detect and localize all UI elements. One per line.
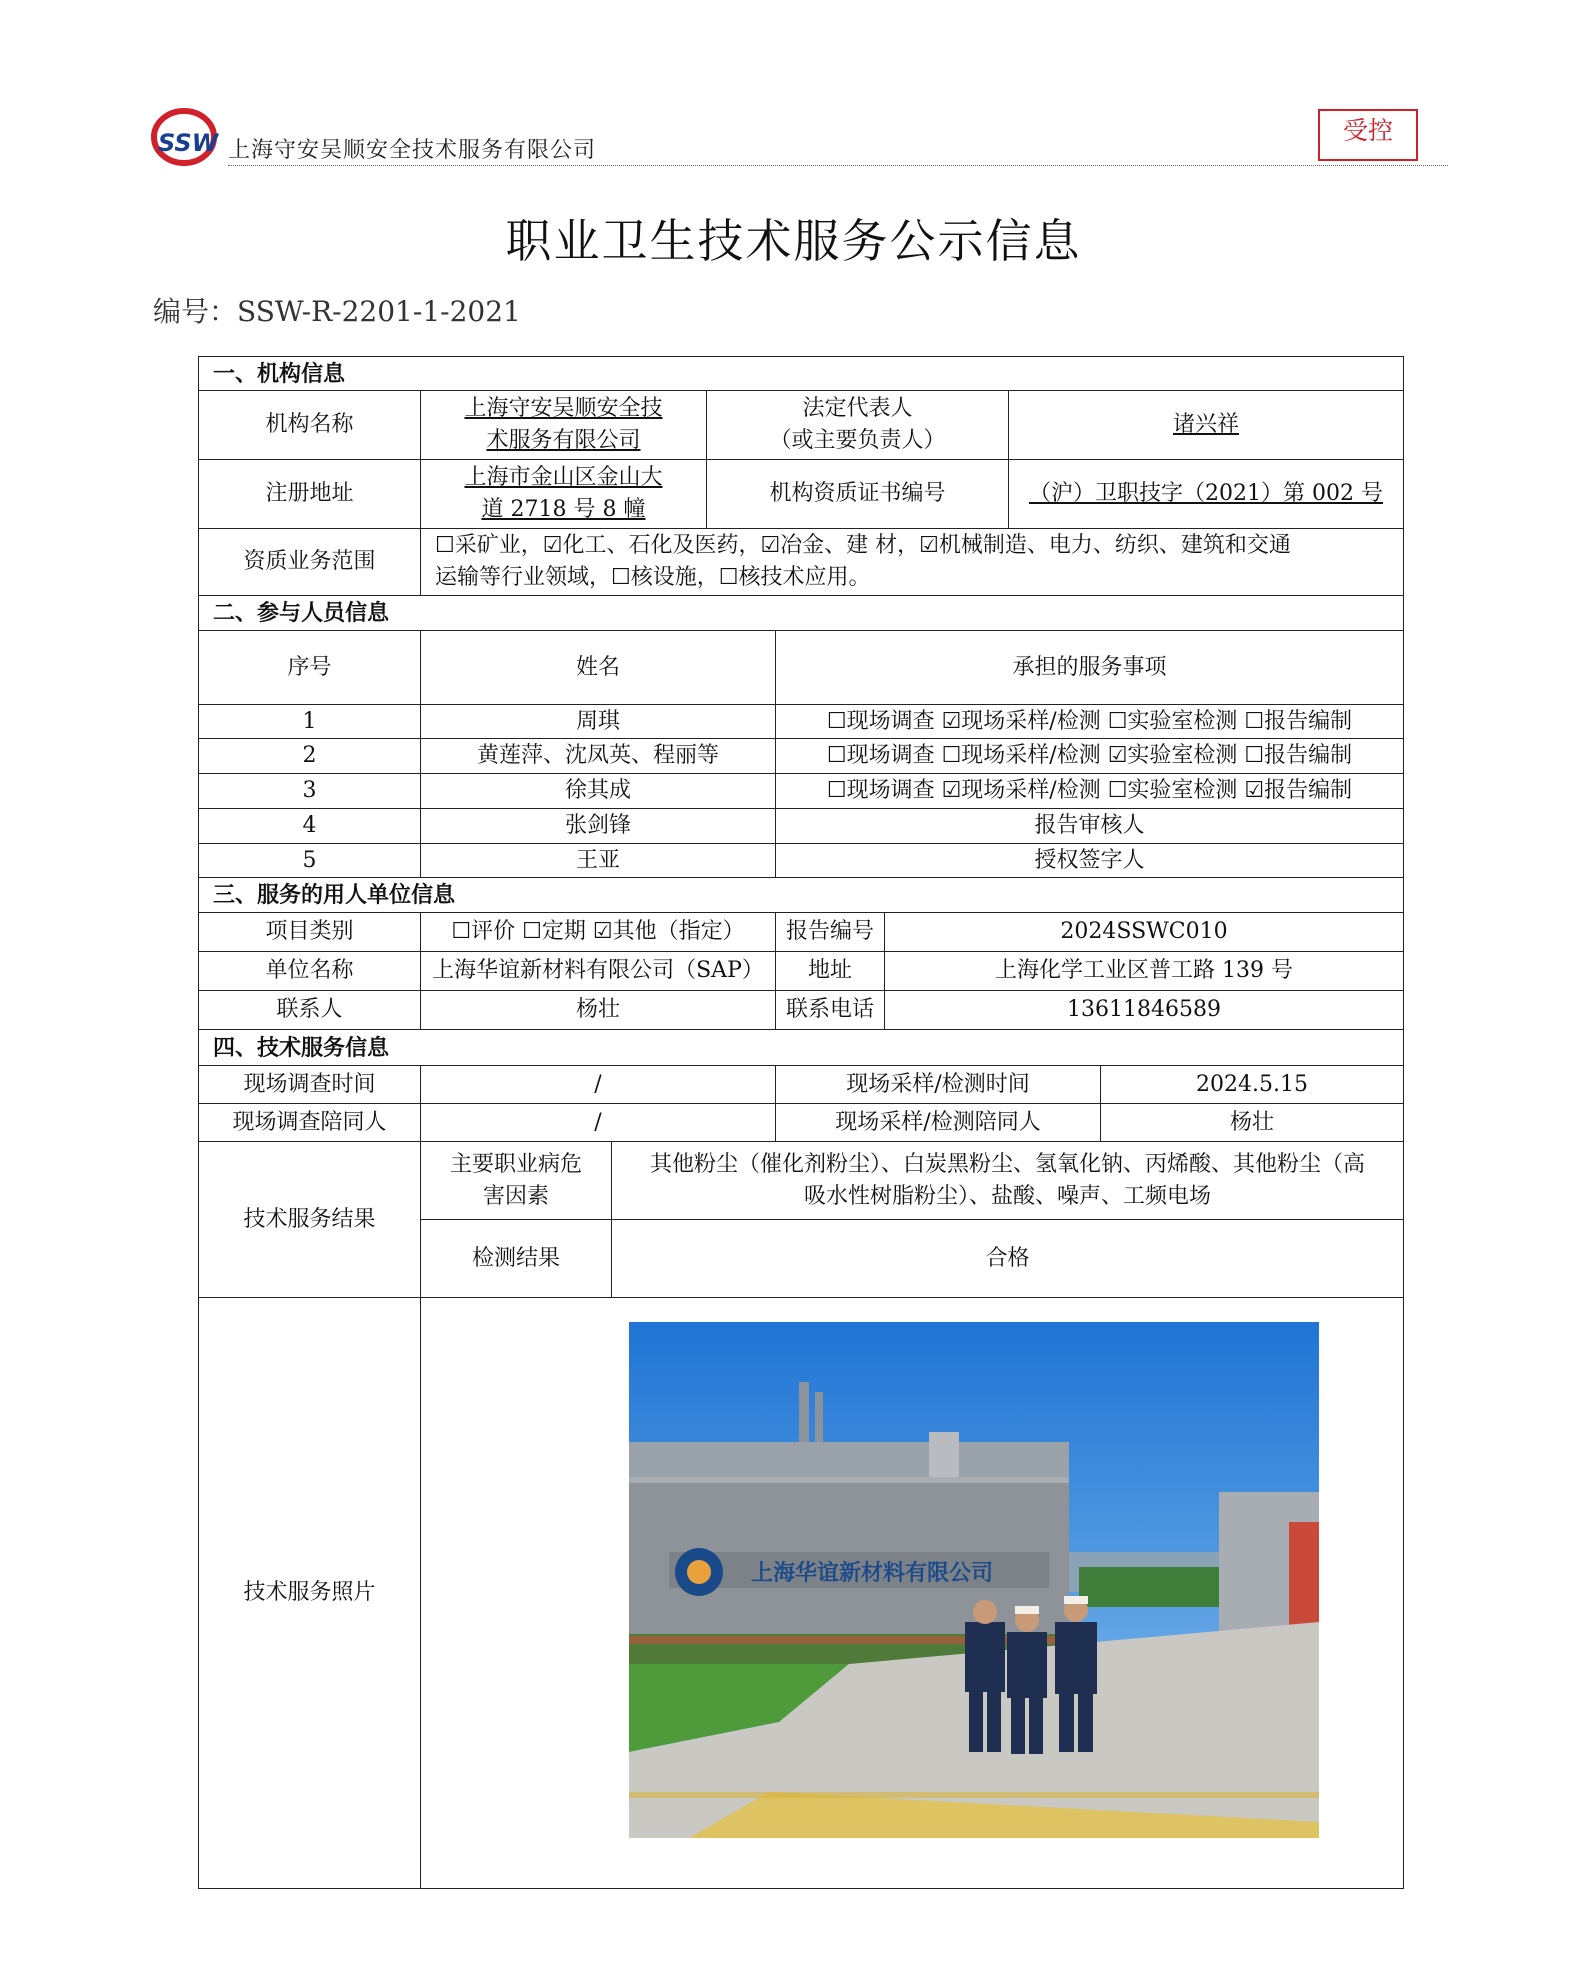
row-no: 3 (199, 774, 421, 809)
org-name-line1: 上海守安吴顺安全技 (464, 396, 663, 421)
row-no: 5 (199, 844, 421, 878)
row-name: 王亚 (421, 844, 776, 878)
scope-label: 资质业务范围 (199, 529, 421, 596)
legal-rep-value (1009, 391, 1404, 460)
photo-label: 技术服务照片 (199, 1298, 421, 1889)
sampling-time-label: 现场采样/检测时间 (776, 1066, 1101, 1104)
service-photo (629, 1322, 1319, 1838)
page-title: 职业卫生技术服务公示信息 (505, 214, 1082, 268)
org-name-value (421, 391, 707, 460)
svg-text:上海华谊新材料有限公司: 上海华谊新材料有限公司 (751, 1561, 994, 1586)
section4-heading: 四、技术服务信息 (199, 1030, 1404, 1066)
controlled-stamp: 受控 (1318, 109, 1418, 161)
page-header (150, 95, 1450, 167)
unit-name-label: 单位名称 (199, 952, 421, 991)
scope-value (421, 529, 1404, 596)
row-no: 2 (199, 739, 421, 774)
unit-address-label: 地址 (776, 952, 885, 991)
legal-rep-label-line2: （或主要负责人） (769, 428, 946, 453)
survey-escort-label: 现场调查陪同人 (199, 1104, 421, 1142)
contact-value: 杨壮 (421, 991, 776, 1030)
row-name: 徐其成 (421, 774, 776, 809)
col-no-header: 序号 (199, 631, 421, 705)
hazard-label-line2: 害因素 (482, 1183, 549, 1209)
unit-address-value: 上海化学工业区普工路 139 号 (885, 952, 1404, 991)
document-number: 编号：SSW-R-2201-1-2021 (153, 295, 521, 328)
address-line1: 上海市金山区金山大 (464, 465, 663, 490)
section2-heading: 二、参与人员信息 (199, 596, 1404, 631)
cert-number: （沪）卫职技字（2021）第 002 号 (1029, 481, 1383, 506)
legal-rep-name: 诸兴祥 (1173, 412, 1240, 437)
phone-value: 13611846589 (885, 991, 1404, 1030)
address-line2: 道 2718 号 8 幢 (481, 497, 646, 522)
row-name: 张剑锋 (421, 809, 776, 844)
hazard-line1: 其他粉尘（催化剂粉尘）、白炭黑粉尘、氢氧化钠、丙烯酸、其他粉尘（高 (650, 1151, 1366, 1177)
survey-time-value: / (421, 1066, 776, 1104)
test-result-value: 合格 (612, 1220, 1404, 1298)
address-label: 注册地址 (199, 460, 421, 529)
table-row (199, 774, 1404, 809)
unit-name-value: 上海华谊新材料有限公司（SAP） (421, 952, 776, 991)
info-table (198, 356, 1404, 1889)
ssw-logo (150, 101, 228, 169)
cert-label: 机构资质证书编号 (707, 460, 1009, 529)
photo-cell (421, 1298, 1404, 1889)
contact-label: 联系人 (199, 991, 421, 1030)
org-name-label: 机构名称 (199, 391, 421, 460)
hazard-label-line1: 主要职业病危 (449, 1151, 582, 1177)
section3-heading: 三、服务的用人单位信息 (199, 878, 1404, 913)
row-items: ☐现场调查 ☐现场采样/检测 ☑实验室检测 ☐报告编制 (776, 739, 1404, 774)
legal-rep-label-line1: 法定代表人 (802, 396, 913, 421)
table-row (199, 705, 1404, 739)
table-row (199, 809, 1404, 844)
test-result-label: 检测结果 (421, 1220, 612, 1298)
row-no: 1 (199, 705, 421, 739)
table-row (199, 844, 1404, 878)
col-name-header: 姓名 (421, 631, 776, 705)
svg-text:SSW: SSW (158, 129, 219, 157)
row-name: 周琪 (421, 705, 776, 739)
section1-heading: 一、机构信息 (199, 357, 1404, 391)
row-items: ☐现场调查 ☑现场采样/检测 ☐实验室检测 ☑报告编制 (776, 774, 1404, 809)
cert-value (1009, 460, 1404, 529)
sampling-escort-label: 现场采样/检测陪同人 (776, 1104, 1101, 1142)
col-items-header: 承担的服务事项 (776, 631, 1404, 705)
survey-time-label: 现场调查时间 (199, 1066, 421, 1104)
company-name: 上海守安吴顺安全技术服务有限公司 (228, 138, 597, 163)
legal-rep-label (707, 391, 1009, 460)
table-row (199, 739, 1404, 774)
project-type-value: ☐评价 ☐定期 ☑其他（指定） (421, 913, 776, 952)
row-name: 黄莲萍、沈凤英、程丽等 (421, 739, 776, 774)
report-no-label: 报告编号 (776, 913, 885, 952)
survey-escort-value: / (421, 1104, 776, 1142)
hazard-label (421, 1142, 612, 1220)
row-items: 报告审核人 (776, 809, 1404, 844)
address-value (421, 460, 707, 529)
project-type-label: 项目类别 (199, 913, 421, 952)
sampling-escort-value: 杨壮 (1101, 1104, 1404, 1142)
org-name-line2: 术服务有限公司 (486, 428, 641, 453)
header-divider (228, 165, 1448, 166)
row-items: 授权签字人 (776, 844, 1404, 878)
row-items: ☐现场调查 ☑现场采样/检测 ☐实验室检测 ☐报告编制 (776, 705, 1404, 739)
hazard-line2: 吸水性树脂粉尘）、盐酸、噪声、工频电场 (804, 1183, 1212, 1209)
row-no: 4 (199, 809, 421, 844)
scope-line1: ☐采矿业，☑化工、石化及医药，☑冶金、建 材，☑机械制造、电力、纺织、建筑和交通 (435, 533, 1291, 558)
sampling-time-value: 2024.5.15 (1101, 1066, 1404, 1104)
report-no-value: 2024SSWC010 (885, 913, 1404, 952)
results-label: 技术服务结果 (199, 1142, 421, 1298)
hazard-value (612, 1142, 1404, 1220)
scope-line2: 运输等行业领域，☐核设施，☐核技术应用。 (435, 565, 871, 590)
phone-label: 联系电话 (776, 991, 885, 1030)
